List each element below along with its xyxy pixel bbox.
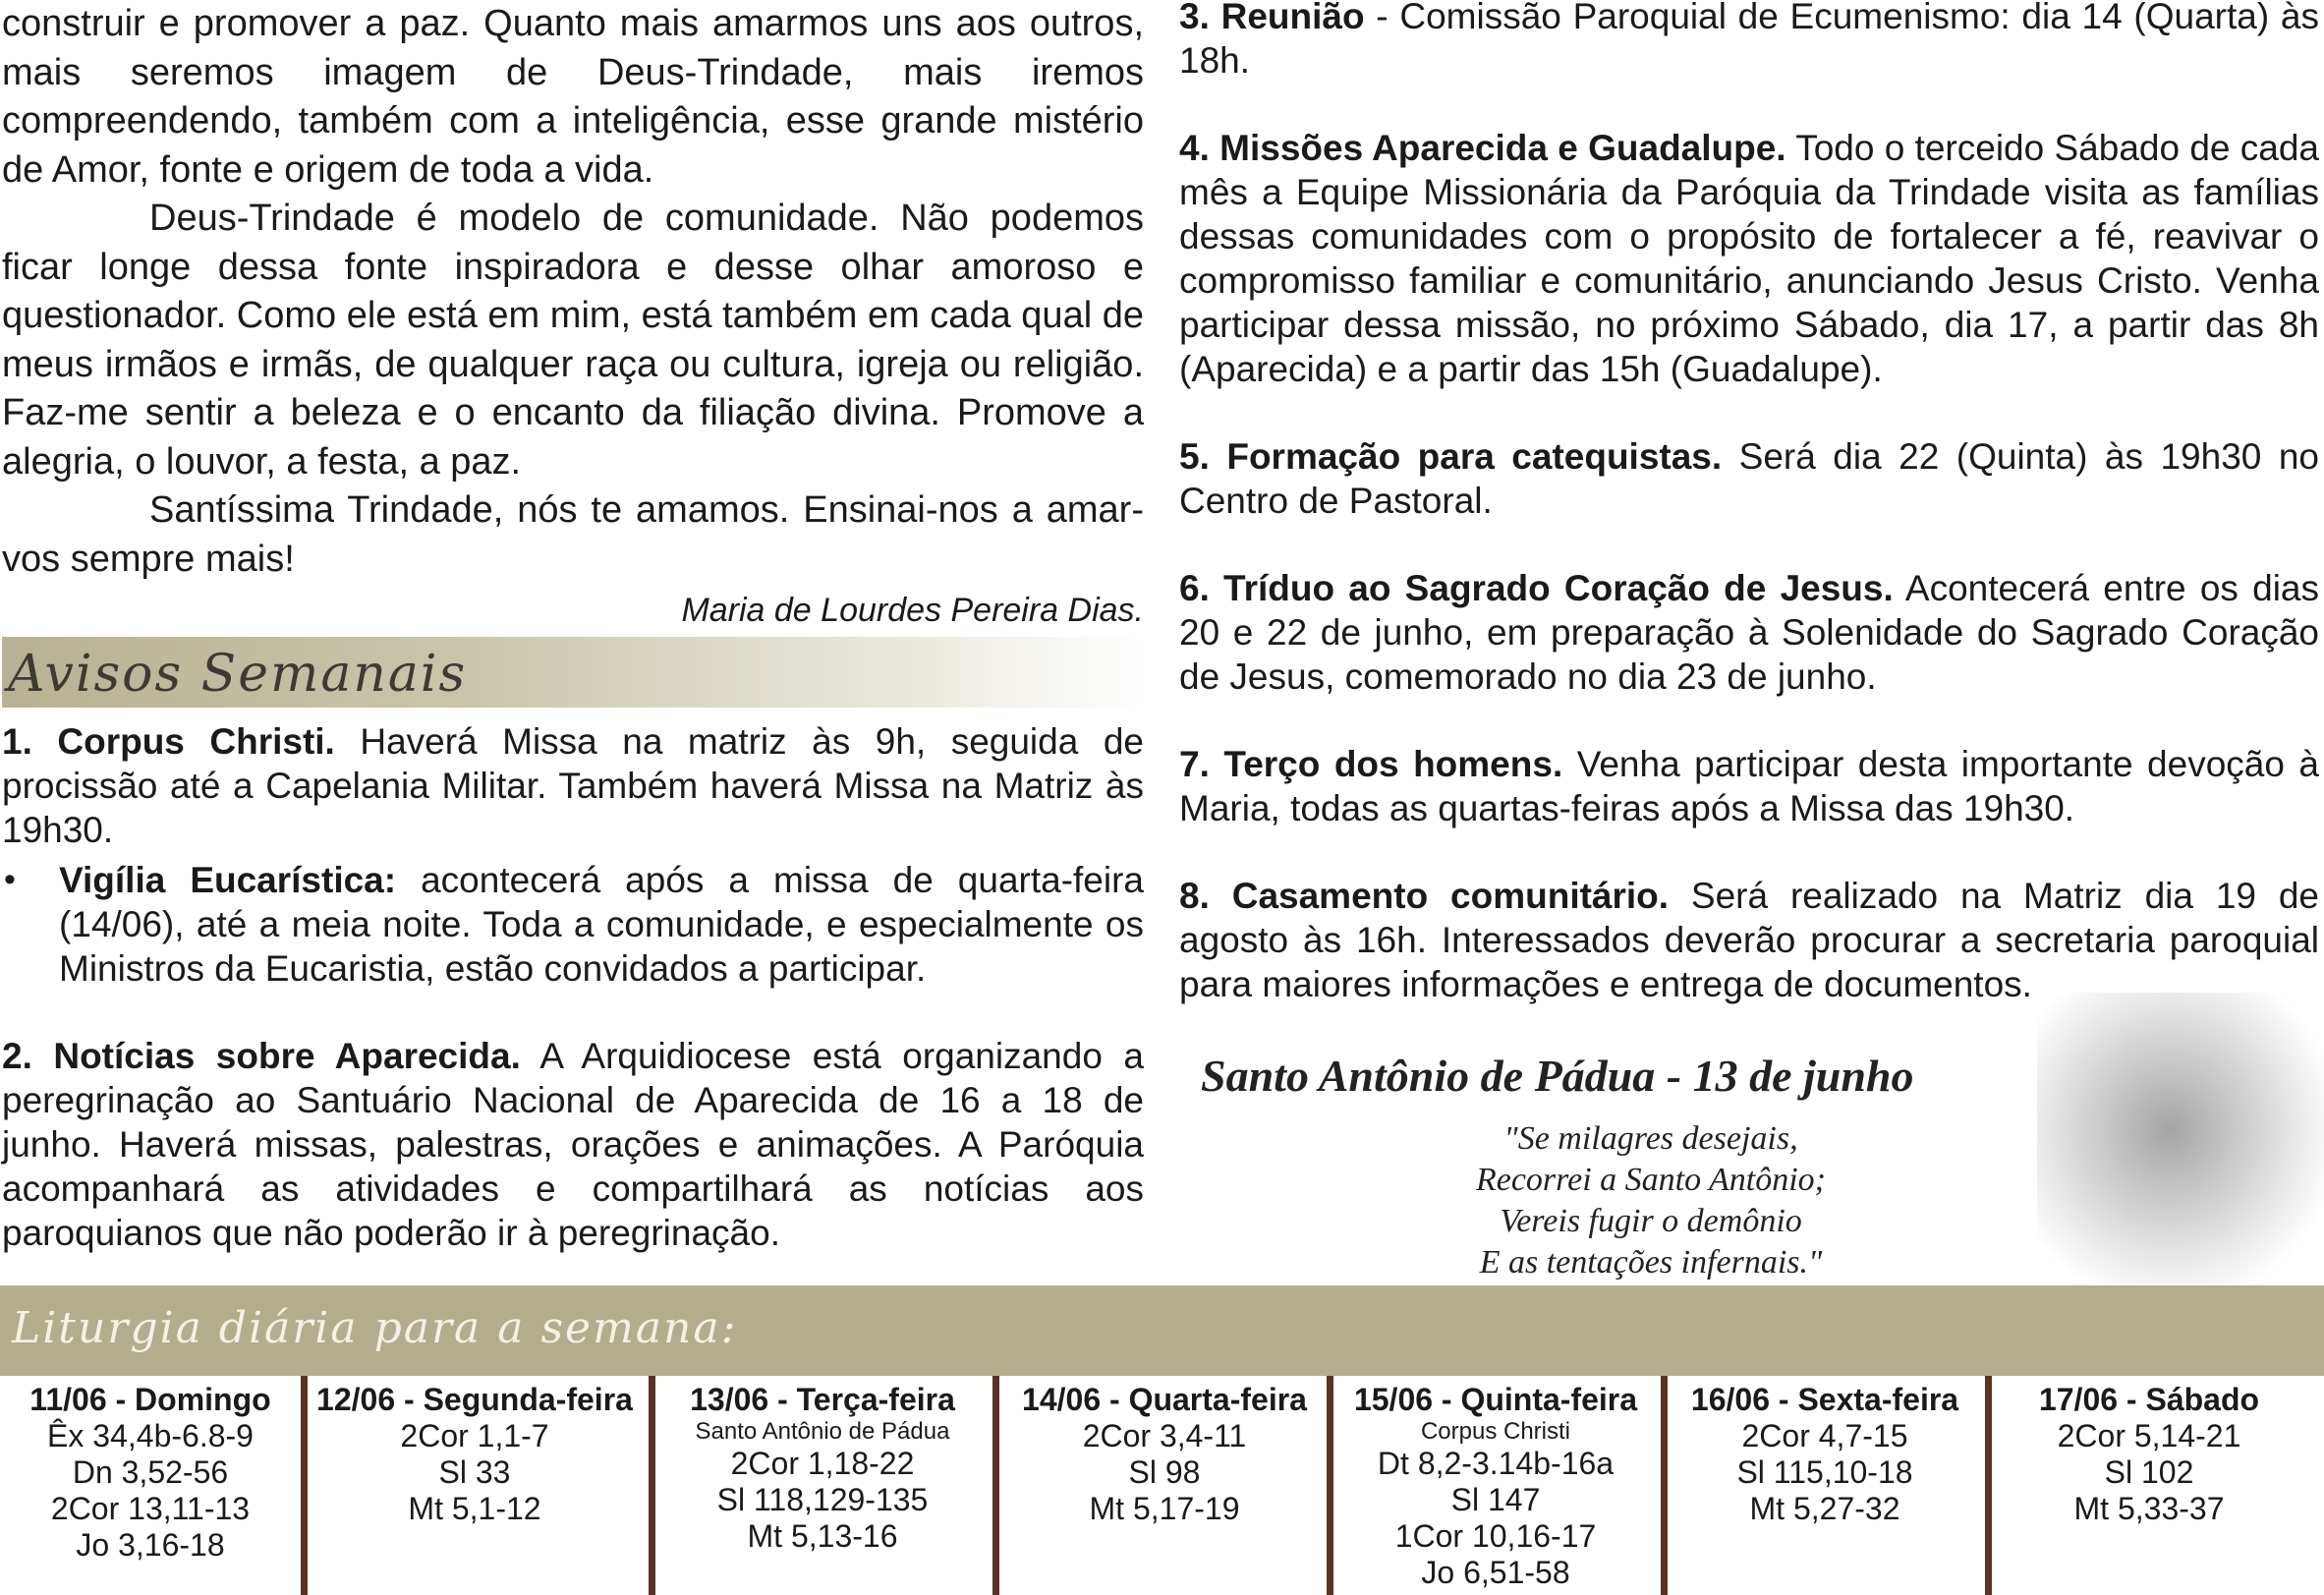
notice-4-text: Todo o terceido Sábado de cada mês a Equipe Missionária da Paróquia da Trindade visita as famílias dessas comunidades com o propósito de fortalecer a fé, reavivar o compromisso familiar e comunitário, anunciando Jesus Cristo. Venha participar dessa missão, no próximo Sábado, dia 17, a partir das 8h (Aparecida) e a partir das 15h (Guadalupe). [1179,128,2320,389]
notice-6 [1179,566,2319,699]
day-heading: 13/06 - Terça-feira [690,1382,955,1417]
reading: Mt 5,17-19 [1089,1491,1240,1526]
day-saturday [1992,1376,2306,1595]
day-wednesday [999,1376,1330,1595]
liturgia-header-bar [0,1285,2324,1376]
day-divider [1327,1376,1333,1595]
notice-1-bullet [2,858,1144,991]
author-signature: Maria de Lourdes Pereira Dias. [681,592,1144,629]
reading: Sl 98 [1128,1454,1201,1490]
liturgia-title: Liturgia diária para a semana: [12,1303,738,1353]
day-heading: 11/06 - Domingo [29,1382,271,1417]
reading: Jo 3,16-18 [76,1527,225,1563]
notice-3-text: - Comissão Paroquial de Ecumenismo: dia 14 (Quarta) às 18h. [1179,0,2319,81]
avisos-header-bar [2,637,1144,708]
notice-8 [1179,874,2319,1006]
reading: 2Cor 1,18-22 [730,1446,915,1481]
reflection-paragraph-2: Deus-Trindade é modelo de comunidade. Não podemos ficar longe dessa fonte inspiradora e desse olhar amoroso e questionador. Como ele está em mim, está também em cada qual de meus irmãos e irmãs, de qualquer raça ou cultura, igreja ou religião. Faz-me sentir a beleza e o encanto da filiação divina. Promove a alegria, o louvor, a festa, a paz. [2,198,1144,483]
notice-2 [2,1034,1144,1255]
notice-8-text: Será realizado na Matriz dia 19 de agosto às 16h. Interessados deverão procurar a secretaria paroquial para maiores informações e entrega de documentos. [1179,876,2319,1004]
notice-6-title: 6. Tríduo ao Sagrado Coração de Jesus. [1179,568,1894,608]
reading: Dn 3,52-56 [72,1454,229,1490]
notice-4 [1179,126,2319,391]
reading: Sl 147 [1450,1482,1541,1517]
verse-line: E as tentações infernais." [1479,1244,1823,1281]
saint-anthony-image [2037,993,2324,1297]
reading: 1Cor 10,16-17 [1394,1518,1597,1554]
day-friday [1668,1376,1982,1595]
notice-5-title: 5. Formação para catequistas. [1179,436,1723,477]
notice-8-title: 8. Casamento comunitário. [1179,876,1670,916]
left-column [2,0,1144,1255]
notice-6-text: Acontecerá entre os dias 20 e 22 de junho, em preparação à Solenidade do Sagrado Coração de Jesus, comemorado no dia 23 de junho. [1179,568,2319,697]
day-heading: 17/06 - Sábado [2038,1382,2260,1417]
notice-7 [1179,742,2319,830]
notice-4-title: 4. Missões Aparecida e Guadalupe. [1179,128,1786,168]
notice-1-bullet-text: acontecerá após a missa de quarta-feira (14/06), até a meia noite. Toda a comunidade, e especialmente os Ministros da Eucaristia, estão convidados a participar. [59,860,1144,989]
notice-3 [1179,0,2319,83]
avisos-title: Avisos Semanais [8,645,468,704]
day-sunday [0,1376,301,1595]
right-column [1179,0,2319,1006]
day-divider [649,1376,655,1595]
reading: Mt 5,13-16 [747,1518,898,1554]
day-heading: 12/06 - Segunda-feira [316,1382,633,1417]
reading: 2Cor 13,11-13 [50,1491,251,1526]
reading: 2Cor 5,14-21 [2057,1418,2241,1453]
reflection-paragraph-1: construir e promover a paz. Quanto mais amarmos uns aos outros, mais seremos imagem de Deus-Trindade, mais iremos compreendendo, também com a inteligência, esse grande mistério de Amor, fonte e origem de toda a vida. [2,3,1144,191]
day-tuesday [655,1376,990,1595]
reading: 2Cor 4,7-15 [1741,1418,1908,1453]
day-thursday [1333,1376,1658,1595]
day-heading: 15/06 - Quinta-feira [1353,1382,1638,1417]
notice-1-title: 1. Corpus Christi. [2,721,335,762]
reading: 2Cor 3,4-11 [1082,1418,1247,1453]
notice-1-bullet-title: Vigília Eucarística: [59,860,397,900]
saint-verse [1376,1118,1926,1283]
notice-1-text: Haverá Missa na matriz às 9h, seguida de procissão até a Capelania Militar. Também haverá Missa na Matriz às 19h30. [2,721,1144,850]
reflection-paragraph-3: Santíssima Trindade, nós te amamos. Ensinai-nos a amar-vos sempre mais! [2,489,1144,580]
saint-title: Santo Antônio de Pádua - 13 de junho [1201,1051,1914,1101]
notice-7-title: 7. Terço dos homens. [1179,744,1563,784]
reading: Mt 5,27-32 [1749,1491,1900,1526]
saint-anthony-block [1179,993,2324,1287]
reading: Jo 6,51-58 [1421,1555,1570,1590]
verse-line: "Se milagres desejais, [1503,1120,1798,1157]
day-heading: 14/06 - Quarta-feira [1022,1382,1307,1417]
liturgia-days [0,1376,2324,1595]
notice-7-text: Venha participar desta importante devoção à Maria, todas as quartas-feiras após a Missa das 19h30. [1179,744,2319,828]
reading: Sl 33 [438,1454,511,1490]
day-divider [992,1376,999,1595]
day-heading: 16/06 - Sexta-feira [1690,1382,1959,1417]
day-feast: Corpus Christi [1420,1418,1571,1445]
notice-2-title: 2. Notícias sobre Aparecida. [2,1036,521,1076]
reading: Dt 8,2-3.14b-16a [1377,1446,1615,1481]
day-divider [1985,1376,1992,1595]
reading: Mt 5,33-37 [2073,1491,2225,1526]
notice-5 [1179,434,2319,523]
reading: Mt 5,1-12 [408,1491,541,1526]
reading: Sl 115,10-18 [1736,1454,1913,1490]
notice-1 [2,719,1144,852]
reading: 2Cor 1,1-7 [400,1418,549,1453]
day-feast: Santo Antônio de Pádua [695,1418,950,1445]
verse-line: Recorrei a Santo Antônio; [1475,1162,1826,1198]
reading: Êx 34,4b-6.8-9 [47,1418,254,1453]
reading: Sl 102 [2104,1454,2194,1490]
notice-3-title: 3. Reunião [1179,0,1365,36]
day-monday [308,1376,642,1595]
verse-line: Vereis fugir o demônio [1500,1203,1802,1239]
day-divider [1661,1376,1668,1595]
notice-2-text: A Arquidiocese está organizando a peregrinação ao Santuário Nacional de Aparecida de 16 a 18 de junho. Haverá missas, palestras, orações e animações. A Paróquia acompanhará as atividades e compartilhará as notícias aos paroquianos que não poderão ir à peregrinação. [2,1036,1144,1253]
day-divider [301,1376,308,1595]
reading: Sl 118,129-135 [716,1482,929,1517]
notice-5-text: Será dia 22 (Quinta) às 19h30 no Centro de Pastoral. [1179,436,2320,521]
